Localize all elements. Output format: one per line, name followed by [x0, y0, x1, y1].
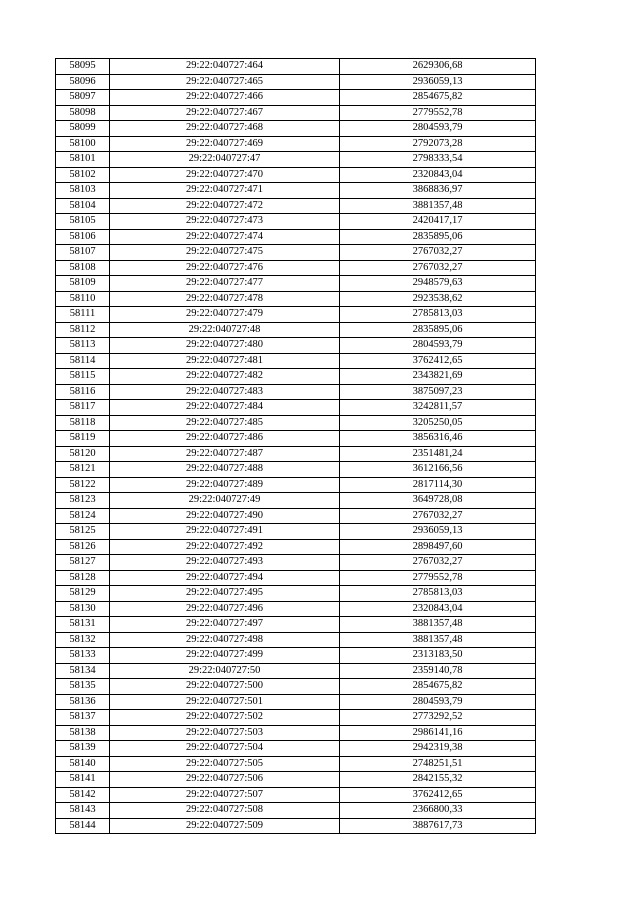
cadastral-value-cell: 2629306,68 — [340, 59, 536, 75]
cadastral-number-cell: 29:22:040727:472 — [110, 198, 340, 214]
cadastral-value-cell: 2842155,32 — [340, 772, 536, 788]
table-row — [56, 694, 536, 710]
cadastral-value-cell: 3762412,65 — [340, 353, 536, 369]
table-row — [56, 617, 536, 633]
table-row — [56, 338, 536, 354]
row-number-cell: 58107 — [56, 245, 110, 261]
cadastral-number-cell: 29:22:040727:50 — [110, 663, 340, 679]
table-row — [56, 477, 536, 493]
row-number-cell: 58135 — [56, 679, 110, 695]
cadastral-number-cell: 29:22:040727:502 — [110, 710, 340, 726]
row-number-cell: 58101 — [56, 152, 110, 168]
cadastral-number-cell: 29:22:040727:474 — [110, 229, 340, 245]
cadastral-value-cell: 2366800,33 — [340, 803, 536, 819]
row-number-cell: 58119 — [56, 431, 110, 447]
cadastral-number-cell: 29:22:040727:499 — [110, 648, 340, 664]
table-row — [56, 121, 536, 137]
row-number-cell: 58099 — [56, 121, 110, 137]
cadastral-value-cell: 2748251,51 — [340, 756, 536, 772]
table-row — [56, 384, 536, 400]
cadastral-value-cell: 2420417,17 — [340, 214, 536, 230]
table-row — [56, 787, 536, 803]
table-row — [56, 741, 536, 757]
row-number-cell: 58105 — [56, 214, 110, 230]
row-number-cell: 58106 — [56, 229, 110, 245]
cadastral-value-cell: 2854675,82 — [340, 679, 536, 695]
table-row — [56, 803, 536, 819]
table-row — [56, 245, 536, 261]
row-number-cell: 58097 — [56, 90, 110, 106]
cadastral-number-cell: 29:22:040727:479 — [110, 307, 340, 323]
table-row — [56, 539, 536, 555]
row-number-cell: 58115 — [56, 369, 110, 385]
table-row — [56, 369, 536, 385]
cadastral-value-cell: 2804593,79 — [340, 338, 536, 354]
cadastral-number-cell: 29:22:040727:500 — [110, 679, 340, 695]
row-number-cell: 58111 — [56, 307, 110, 323]
table-row — [56, 710, 536, 726]
cadastral-number-cell: 29:22:040727:495 — [110, 586, 340, 602]
table-row — [56, 725, 536, 741]
row-number-cell: 58108 — [56, 260, 110, 276]
table-row — [56, 136, 536, 152]
table-row — [56, 183, 536, 199]
row-number-cell: 58133 — [56, 648, 110, 664]
row-number-cell: 58143 — [56, 803, 110, 819]
cadastral-value-cell: 3875097,23 — [340, 384, 536, 400]
row-number-cell: 58144 — [56, 818, 110, 834]
cadastral-value-cell: 2936059,13 — [340, 74, 536, 90]
cadastral-number-cell: 29:22:040727:505 — [110, 756, 340, 772]
cadastral-number-cell: 29:22:040727:501 — [110, 694, 340, 710]
table-row — [56, 663, 536, 679]
cadastral-number-cell: 29:22:040727:469 — [110, 136, 340, 152]
cadastral-value-cell: 2343821,69 — [340, 369, 536, 385]
row-number-cell: 58100 — [56, 136, 110, 152]
cadastral-value-cell: 2351481,24 — [340, 446, 536, 462]
cadastral-value-cell: 3881357,48 — [340, 198, 536, 214]
cadastral-value-cell: 3881357,48 — [340, 617, 536, 633]
table-row — [56, 772, 536, 788]
cadastral-value-cell: 2804593,79 — [340, 121, 536, 137]
table-row — [56, 400, 536, 416]
cadastral-value-cell: 2835895,06 — [340, 322, 536, 338]
table-row — [56, 431, 536, 447]
cadastral-number-cell: 29:22:040727:492 — [110, 539, 340, 555]
row-number-cell: 58126 — [56, 539, 110, 555]
cadastral-number-cell: 29:22:040727:494 — [110, 570, 340, 586]
table-row — [56, 198, 536, 214]
table-row — [56, 818, 536, 834]
cadastral-value-cell: 3881357,48 — [340, 632, 536, 648]
cadastral-value-cell: 2923538,62 — [340, 291, 536, 307]
row-number-cell: 58096 — [56, 74, 110, 90]
row-number-cell: 58098 — [56, 105, 110, 121]
cadastral-value-cell: 2948579,63 — [340, 276, 536, 292]
row-number-cell: 58116 — [56, 384, 110, 400]
cadastral-number-cell: 29:22:040727:471 — [110, 183, 340, 199]
cadastral-number-cell: 29:22:040727:488 — [110, 462, 340, 478]
row-number-cell: 58114 — [56, 353, 110, 369]
table-row — [56, 555, 536, 571]
row-number-cell: 58117 — [56, 400, 110, 416]
cadastral-value-table — [55, 58, 536, 834]
cadastral-number-cell: 29:22:040727:464 — [110, 59, 340, 75]
cadastral-value-cell: 2898497,60 — [340, 539, 536, 555]
row-number-cell: 58130 — [56, 601, 110, 617]
cadastral-number-cell: 29:22:040727:473 — [110, 214, 340, 230]
table-row — [56, 59, 536, 75]
cadastral-number-cell: 29:22:040727:484 — [110, 400, 340, 416]
cadastral-value-cell: 2767032,27 — [340, 508, 536, 524]
table-row — [56, 214, 536, 230]
table-row — [56, 74, 536, 90]
cadastral-number-cell: 29:22:040727:489 — [110, 477, 340, 493]
cadastral-number-cell: 29:22:040727:504 — [110, 741, 340, 757]
cadastral-number-cell: 29:22:040727:468 — [110, 121, 340, 137]
table-row — [56, 446, 536, 462]
cadastral-value-cell: 2359140,78 — [340, 663, 536, 679]
cadastral-value-cell: 2320843,04 — [340, 601, 536, 617]
cadastral-number-cell: 29:22:040727:497 — [110, 617, 340, 633]
cadastral-value-cell: 3868836,97 — [340, 183, 536, 199]
cadastral-value-cell: 2767032,27 — [340, 260, 536, 276]
cadastral-value-cell: 2313183,50 — [340, 648, 536, 664]
cadastral-value-cell: 2767032,27 — [340, 555, 536, 571]
cadastral-value-cell: 2779552,78 — [340, 570, 536, 586]
cadastral-number-cell: 29:22:040727:47 — [110, 152, 340, 168]
cadastral-value-cell: 3856316,46 — [340, 431, 536, 447]
row-number-cell: 58102 — [56, 167, 110, 183]
cadastral-value-cell: 3649728,08 — [340, 493, 536, 509]
cadastral-number-cell: 29:22:040727:487 — [110, 446, 340, 462]
cadastral-value-cell: 2835895,06 — [340, 229, 536, 245]
cadastral-number-cell: 29:22:040727:506 — [110, 772, 340, 788]
row-number-cell: 58128 — [56, 570, 110, 586]
row-number-cell: 58142 — [56, 787, 110, 803]
row-number-cell: 58127 — [56, 555, 110, 571]
row-number-cell: 58110 — [56, 291, 110, 307]
cadastral-number-cell: 29:22:040727:49 — [110, 493, 340, 509]
row-number-cell: 58104 — [56, 198, 110, 214]
cadastral-value-cell: 2320843,04 — [340, 167, 536, 183]
cadastral-number-cell: 29:22:040727:467 — [110, 105, 340, 121]
row-number-cell: 58124 — [56, 508, 110, 524]
row-number-cell: 58136 — [56, 694, 110, 710]
table-row — [56, 307, 536, 323]
table-row — [56, 415, 536, 431]
cadastral-number-cell: 29:22:040727:508 — [110, 803, 340, 819]
cadastral-number-cell: 29:22:040727:507 — [110, 787, 340, 803]
table-row — [56, 679, 536, 695]
table-row — [56, 322, 536, 338]
cadastral-value-cell: 2773292,52 — [340, 710, 536, 726]
cadastral-number-cell: 29:22:040727:503 — [110, 725, 340, 741]
row-number-cell: 58140 — [56, 756, 110, 772]
table-body — [56, 59, 536, 834]
row-number-cell: 58095 — [56, 59, 110, 75]
cadastral-number-cell: 29:22:040727:496 — [110, 601, 340, 617]
row-number-cell: 58141 — [56, 772, 110, 788]
table-row — [56, 260, 536, 276]
table-row — [56, 493, 536, 509]
table-row — [56, 167, 536, 183]
table-row — [56, 229, 536, 245]
cadastral-number-cell: 29:22:040727:465 — [110, 74, 340, 90]
cadastral-value-cell: 2798333,54 — [340, 152, 536, 168]
table-row — [56, 508, 536, 524]
row-number-cell: 58118 — [56, 415, 110, 431]
cadastral-number-cell: 29:22:040727:476 — [110, 260, 340, 276]
row-number-cell: 58125 — [56, 524, 110, 540]
row-number-cell: 58139 — [56, 741, 110, 757]
row-number-cell: 58113 — [56, 338, 110, 354]
row-number-cell: 58103 — [56, 183, 110, 199]
table-row — [56, 353, 536, 369]
cadastral-value-cell: 3887617,73 — [340, 818, 536, 834]
cadastral-value-cell: 2804593,79 — [340, 694, 536, 710]
cadastral-number-cell: 29:22:040727:485 — [110, 415, 340, 431]
cadastral-number-cell: 29:22:040727:470 — [110, 167, 340, 183]
row-number-cell: 58137 — [56, 710, 110, 726]
row-number-cell: 58109 — [56, 276, 110, 292]
cadastral-number-cell: 29:22:040727:478 — [110, 291, 340, 307]
cadastral-number-cell: 29:22:040727:486 — [110, 431, 340, 447]
table-row — [56, 291, 536, 307]
table-row — [56, 586, 536, 602]
row-number-cell: 58138 — [56, 725, 110, 741]
cadastral-value-cell: 2767032,27 — [340, 245, 536, 261]
row-number-cell: 58120 — [56, 446, 110, 462]
table-row — [56, 601, 536, 617]
cadastral-number-cell: 29:22:040727:482 — [110, 369, 340, 385]
table-row — [56, 570, 536, 586]
cadastral-value-cell: 2817114,30 — [340, 477, 536, 493]
row-number-cell: 58132 — [56, 632, 110, 648]
cadastral-number-cell: 29:22:040727:483 — [110, 384, 340, 400]
cadastral-value-cell: 3242811,57 — [340, 400, 536, 416]
cadastral-value-cell: 3762412,65 — [340, 787, 536, 803]
table-row — [56, 524, 536, 540]
table-row — [56, 105, 536, 121]
cadastral-value-cell: 2785813,03 — [340, 586, 536, 602]
table-row — [56, 462, 536, 478]
cadastral-value-cell: 2785813,03 — [340, 307, 536, 323]
cadastral-number-cell: 29:22:040727:466 — [110, 90, 340, 106]
row-number-cell: 58129 — [56, 586, 110, 602]
table-row — [56, 756, 536, 772]
cadastral-number-cell: 29:22:040727:475 — [110, 245, 340, 261]
cadastral-value-cell: 2779552,78 — [340, 105, 536, 121]
table-row — [56, 276, 536, 292]
cadastral-value-cell: 2792073,28 — [340, 136, 536, 152]
cadastral-value-cell: 3205250,05 — [340, 415, 536, 431]
cadastral-number-cell: 29:22:040727:48 — [110, 322, 340, 338]
table-row — [56, 152, 536, 168]
cadastral-number-cell: 29:22:040727:498 — [110, 632, 340, 648]
cadastral-value-cell: 3612166,56 — [340, 462, 536, 478]
cadastral-number-cell: 29:22:040727:481 — [110, 353, 340, 369]
cadastral-number-cell: 29:22:040727:491 — [110, 524, 340, 540]
table-row — [56, 648, 536, 664]
row-number-cell: 58131 — [56, 617, 110, 633]
cadastral-value-cell: 2986141,16 — [340, 725, 536, 741]
table-row — [56, 632, 536, 648]
cadastral-number-cell: 29:22:040727:477 — [110, 276, 340, 292]
row-number-cell: 58123 — [56, 493, 110, 509]
row-number-cell: 58122 — [56, 477, 110, 493]
cadastral-number-cell: 29:22:040727:509 — [110, 818, 340, 834]
cadastral-number-cell: 29:22:040727:480 — [110, 338, 340, 354]
cadastral-number-cell: 29:22:040727:490 — [110, 508, 340, 524]
cadastral-value-cell: 2854675,82 — [340, 90, 536, 106]
row-number-cell: 58134 — [56, 663, 110, 679]
table-row — [56, 90, 536, 106]
cadastral-value-cell: 2942319,38 — [340, 741, 536, 757]
row-number-cell: 58112 — [56, 322, 110, 338]
cadastral-value-cell: 2936059,13 — [340, 524, 536, 540]
cadastral-number-cell: 29:22:040727:493 — [110, 555, 340, 571]
row-number-cell: 58121 — [56, 462, 110, 478]
